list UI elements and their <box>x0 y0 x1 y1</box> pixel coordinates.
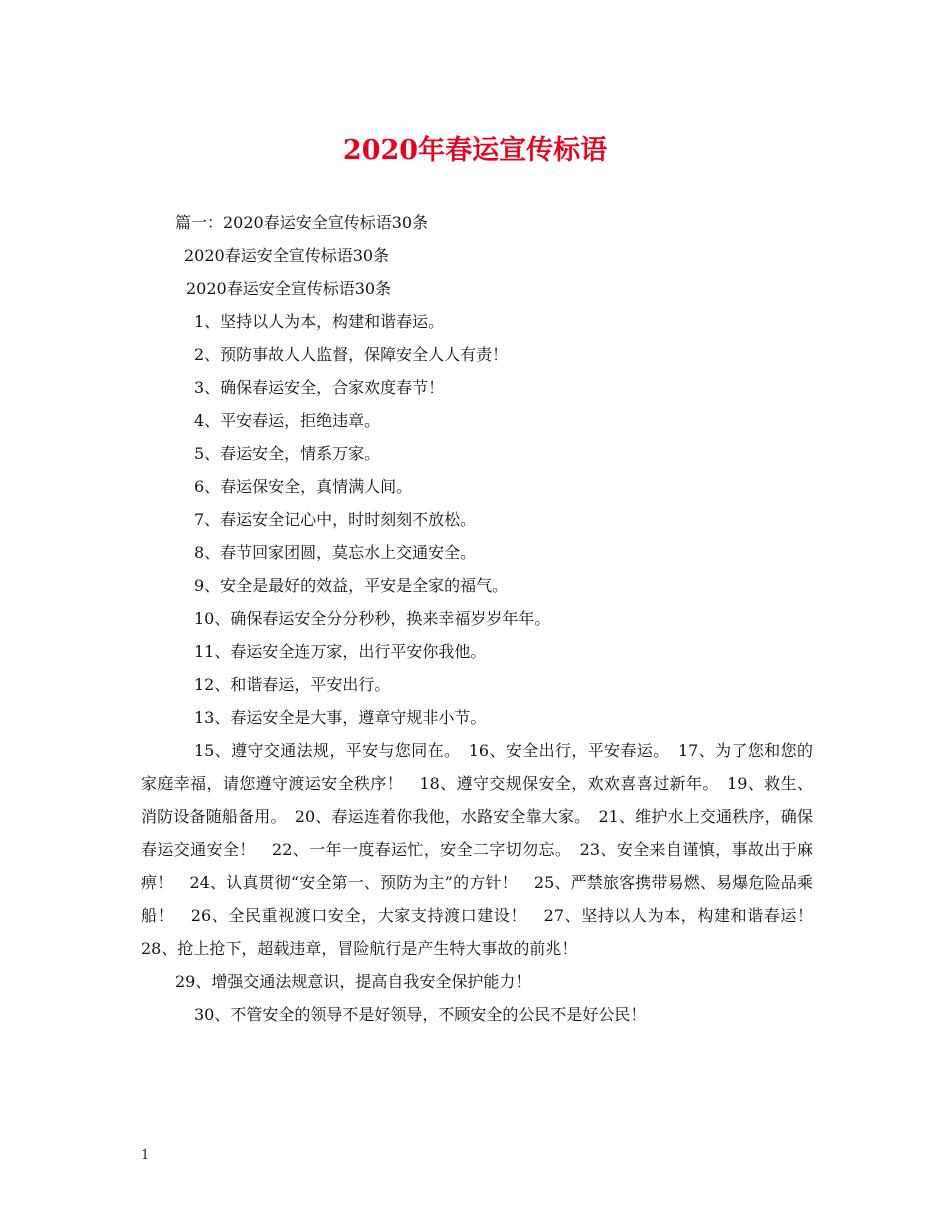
slogan-item: 10、确保春运安全分分秒秒，换来幸福岁岁年年。 <box>194 609 551 628</box>
slogan-item: 7、春运安全记心中，时时刻刻不放松。 <box>194 510 477 529</box>
slogan-item: 3、确保春运安全，合家欢度春节！ <box>194 378 445 397</box>
slogan-item: 29、增强交通法规意识，提高自我安全保护能力！ <box>175 972 532 991</box>
slogan-item: 9、安全是最好的效益，平安是全家的福气。 <box>194 576 509 595</box>
slogan-item: 6、春运保安全，真情满人间。 <box>194 477 413 496</box>
page-number: 1 <box>141 1148 150 1163</box>
subheading: 2020春运安全宣传标语30条 <box>186 279 392 298</box>
slogan-item: 12、和谐春运，平安出行。 <box>194 675 391 694</box>
slogan-item: 2、预防事故人人监督，保障安全人人有责！ <box>194 345 509 364</box>
slogan-item: 5、春运安全，情系万家。 <box>194 444 381 463</box>
slogan-item: 1、坚持以人为本，构建和谐春运。 <box>194 312 445 331</box>
slogan-item: 4、平安春运，拒绝违章。 <box>194 411 381 430</box>
slogan-paragraph: 15、遵守交通法规，平安与您同在。 16、安全出行，平安春运。 17、为了您和您的家庭幸福，请您遵守渡运安全秩序！ 18、遵守交规保安全，欢欢喜喜过新年。 19、救生、消防设备随船备用。 20、春运连着你我他，水路安全靠大家。 21、维护水上交通秩序，确保春运交通安全！ 22、一年一度春运忙，安全二字切勿忘。 23、安全来自谨慎，事故出于麻痹！ 24、认真贯彻“安全第一、预防为主”的方针！ 25、严禁旅客携带易燃、易爆危险品乘船！ 26、全民重视渡口安全，大家支持渡口建设！ 27、坚持以人为本，构建和谐春运！ 28、抢上抢下，超载违章，冒险航行是产生特大事故的前兆！ <box>141 741 830 958</box>
section-heading: 篇一：2020春运安全宣传标语30条 <box>175 213 429 232</box>
page-title: 2020年春运宣传标语 <box>342 135 608 166</box>
slogan-item: 11、春运安全连万家，出行平安你我他。 <box>194 642 487 661</box>
slogan-item: 13、春运安全是大事，遵章守规非小节。 <box>194 708 487 727</box>
slogan-item: 30、不管安全的领导不是好领导，不顾安全的公民不是好公民！ <box>194 1005 647 1024</box>
subheading: 2020春运安全宣传标语30条 <box>184 246 390 265</box>
document-body <box>141 206 830 1031</box>
slogan-item: 8、春节回家团圆，莫忘水上交通安全。 <box>194 543 477 562</box>
